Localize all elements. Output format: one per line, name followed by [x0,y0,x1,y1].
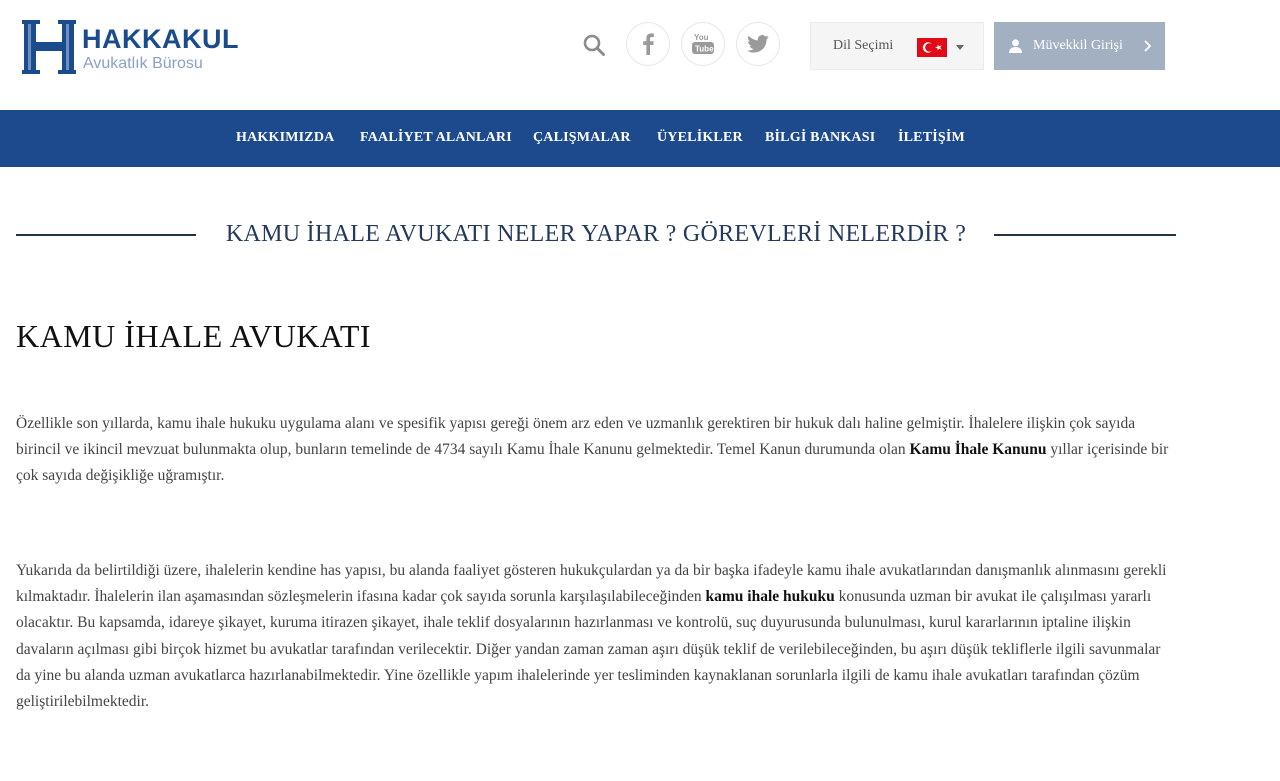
nav-item-bilgi-bankasi[interactable]: BİLGİ BANKASI [765,130,876,145]
language-label: Dil Seçimi [833,38,894,53]
nav-item-iletisim[interactable]: İLETİŞİM [898,130,965,145]
logo-h-icon [22,18,76,76]
svg-text:Tube: Tube [695,44,714,54]
main-nav [0,110,1280,167]
site-logo[interactable] [22,18,252,78]
title-divider-right [994,234,1176,236]
paragraph-text: yıllar içerisinde bir çok sayıda değişikliğe uğramıştır. [16,441,1169,485]
twitter-icon [747,35,769,53]
client-login-label: Müvekkil Girişi [1033,38,1123,53]
paragraph-text: Özellikle son yıllarda, kamu ihale hukuku uygulama alanı ve spesifik yapısı gereği önem arz eden ve uzmanlık gerektiren bir hukuk dalı haline gelmiştir. İhalelere ilişkin çok sayıda birincil ve ikincil mevzuat bulunmakta olup, bunların temelinde de 4734 sayılı Kamu İhale Kanunu gelmektedir. Temel Kanun durumunda olan [16,415,1136,459]
logo-subtitle: Avukatlık Bürosu [83,55,203,72]
article-paragraph-1 [16,411,1176,490]
article-paragraph-2 [16,558,1176,715]
paragraph-link-term[interactable]: kamu ihale hukuku [705,588,835,606]
facebook-button[interactable] [626,22,670,66]
paragraph-text: konusunda uzman bir avukat ile çalışılması yararlı olacaktır. Bu kapsamda, idareye şikayet, kuruma itirazen şikayet, ihale teklif dosyalarının hazırlanması ve kontrolü, suç duyurusunda bulunulması, kurul kararlarının iptaline ilişkin davaların açılması gibi birçok hizmet bu avukatlar tarafından verilecektir. Diğer yandan zaman zaman aşırı düşük teklif de verilebileceğinden, bu aşırı düşük tekliflerle ilgili savunmalar da yine bu alanda uzman avukatlarca hazırlanabilmektedir. Yine özellikle yapım ihalelerinde yer tesliminden kaynaklanan sorunlarla ilgili de kamu ihale avukatları tarafından çözüm geliştirilebilmektedir. [16,588,1161,711]
site-header [0,0,1280,110]
client-login-button[interactable] [994,22,1165,70]
nav-item-hakkimizda[interactable]: HAKKIMIZDA [236,130,335,145]
youtube-button[interactable] [681,22,725,66]
nav-item-faaliyet-alanlari[interactable]: FAALİYET ALANLARI [360,130,512,145]
article-heading: KAMU İHALE AVUKATI [16,318,372,354]
chevron-down-icon [955,43,965,51]
twitter-button[interactable] [736,22,780,66]
facebook-icon [641,33,655,55]
paragraph-link-term[interactable]: Kamu İhale Kanunu [909,441,1047,459]
youtube-icon [692,32,714,56]
logo-name: HAKKAKUL [82,24,239,54]
nav-item-calismalar[interactable]: ÇALIŞMALAR [533,130,631,145]
language-selector[interactable] [810,22,984,70]
paragraph-text: Yukarıda da belirtildiği üzere, ihalelerin kendine has yapısı, bu alanda faaliyet gösteren hukukçulardan ya da bir başka ifadeyle kamu ihale avukatlarından danışmanlık alınmasını gerekli kılmaktadır. İhalelerin ilan aşamasından sözleşmelerin ifasına kadar çok sayıda sorunla karşılaşılabileceğinden [16,562,1167,606]
page-title: KAMU İHALE AVUKATI NELER YAPAR ? GÖREVLERİ NELERDİR ? [225,221,967,247]
chevron-right-icon [1143,40,1151,52]
turkey-flag-icon [917,38,947,57]
user-icon [1009,39,1022,53]
svg-text:You: You [694,33,709,42]
search-icon[interactable] [582,33,606,57]
nav-item-uyelikler[interactable]: ÜYELİKLER [657,130,743,145]
